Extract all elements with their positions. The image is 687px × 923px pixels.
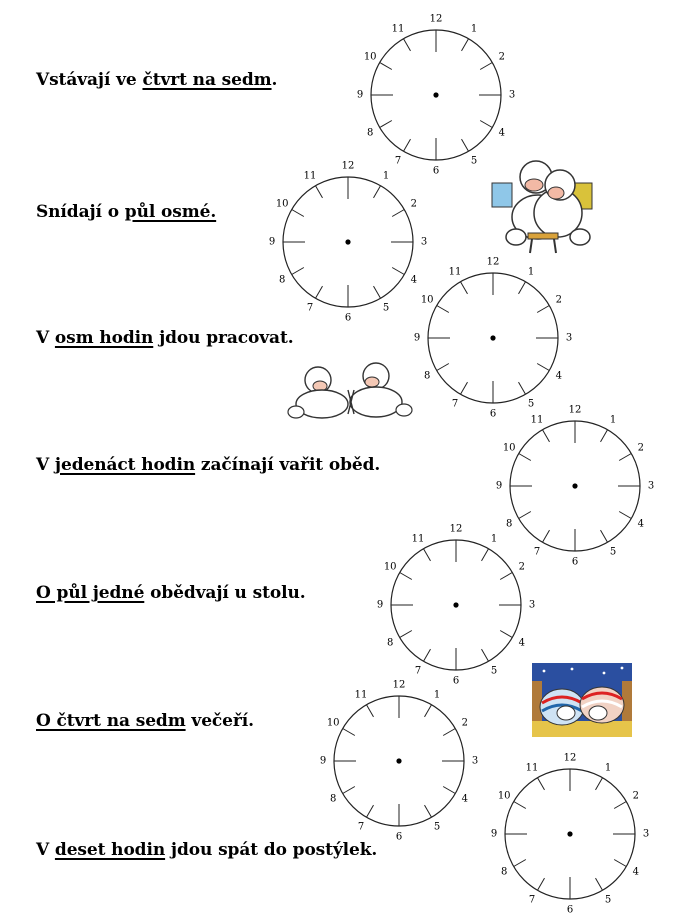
cartoon-sleeping-illustration	[532, 663, 632, 737]
clock-number: 7	[394, 155, 402, 167]
clock-number: 7	[451, 398, 459, 410]
clock-number: 5	[527, 398, 535, 410]
clock-7[interactable]	[481, 745, 659, 923]
clock-number: 9	[356, 89, 364, 101]
clock-number: 1	[470, 23, 478, 35]
clock-number: 10	[363, 51, 377, 63]
clock-number: 3	[647, 480, 655, 492]
sentence-2-before: Snídají o	[36, 202, 125, 222]
sentence-6-time: O čtvrt na sedm	[36, 711, 186, 731]
clock-center-dot	[396, 758, 401, 763]
clock-number: 12	[568, 404, 582, 416]
clock-number: 2	[461, 717, 469, 729]
clock-number: 12	[563, 752, 577, 764]
sentence-5-after: obědvají u stolu.	[144, 583, 306, 603]
clock-5[interactable]	[367, 516, 545, 694]
clock-number: 8	[423, 370, 431, 382]
clock-number: 7	[528, 894, 536, 906]
sentence-2-time: půl osmé.	[124, 202, 217, 222]
clock-center-dot	[453, 602, 458, 607]
cartoon-working-illustration	[284, 360, 416, 422]
clock-number: 11	[391, 23, 405, 35]
sentence-1-before: Vstávají ve	[36, 70, 143, 90]
clock-number: 11	[530, 414, 544, 426]
clock-number: 12	[392, 679, 406, 691]
clock-center-dot	[433, 92, 438, 97]
clock-number: 6	[566, 904, 574, 916]
clock-number: 1	[609, 414, 617, 426]
clock-number: 5	[609, 546, 617, 558]
sentence-5	[36, 583, 306, 603]
clock-number: 5	[470, 155, 478, 167]
clock-number: 8	[505, 518, 513, 530]
clock-number: 3	[420, 236, 428, 248]
clock-number: 9	[413, 332, 421, 344]
clock-number: 8	[366, 127, 374, 139]
sentence-6	[36, 711, 254, 731]
clock-number: 11	[303, 170, 317, 182]
clock-number: 3	[642, 828, 650, 840]
clock-number: 12	[341, 160, 355, 172]
clock-number: 8	[329, 793, 337, 805]
clock-number: 6	[395, 831, 403, 843]
clock-number: 5	[433, 821, 441, 833]
clock-number: 9	[495, 480, 503, 492]
clock-number: 4	[555, 370, 563, 382]
clock-number: 8	[386, 637, 394, 649]
sentence-4	[36, 455, 380, 475]
sentence-3	[36, 328, 294, 348]
clock-number: 6	[489, 408, 497, 420]
clock-number: 10	[383, 561, 397, 573]
clock-number: 3	[508, 89, 516, 101]
clock-number: 11	[448, 266, 462, 278]
sentence-4-before: V	[36, 455, 55, 475]
clock-number: 7	[533, 546, 541, 558]
clock-number: 10	[497, 790, 511, 802]
sentence-2	[36, 202, 216, 222]
clock-number: 5	[604, 894, 612, 906]
clock-number: 2	[555, 294, 563, 306]
clock-center-dot	[567, 831, 572, 836]
clock-number: 2	[518, 561, 526, 573]
clock-number: 7	[414, 665, 422, 677]
clock-number: 4	[518, 637, 526, 649]
clock-number: 6	[571, 556, 579, 568]
clock-number: 11	[354, 689, 368, 701]
sentence-3-time: osm hodin	[54, 328, 154, 348]
clock-number: 9	[490, 828, 498, 840]
clock-number: 2	[498, 51, 506, 63]
clock-number: 4	[637, 518, 645, 530]
clock-number: 1	[490, 533, 498, 545]
clock-number: 12	[486, 256, 500, 268]
clock-number: 7	[357, 821, 365, 833]
clock-number: 6	[452, 675, 460, 687]
sentence-7-after: jdou spát do postýlek.	[165, 840, 378, 860]
sentence-4-time: jedenáct hodin	[54, 455, 196, 475]
sentence-7-time: deset hodin	[54, 840, 166, 860]
clock-number: 9	[376, 599, 384, 611]
clock-6[interactable]	[310, 672, 488, 850]
clock-number: 1	[433, 689, 441, 701]
clock-number: 11	[411, 533, 425, 545]
clock-number: 4	[498, 127, 506, 139]
clock-number: 10	[275, 198, 289, 210]
clock-number: 10	[326, 717, 340, 729]
sentence-3-after: jdou pracovat.	[153, 328, 294, 348]
clock-number: 7	[306, 302, 314, 314]
sentence-1-time: čtvrt na sedm	[142, 70, 272, 90]
sentence-1-after: .	[271, 70, 278, 90]
cartoon-eating-illustration	[488, 155, 606, 255]
sentence-3-before: V	[36, 328, 55, 348]
clock-number: 2	[632, 790, 640, 802]
clock-number: 12	[429, 13, 443, 25]
clock-number: 5	[490, 665, 498, 677]
clock-number: 11	[525, 762, 539, 774]
clock-number: 8	[500, 866, 508, 878]
clock-center-dot	[345, 239, 350, 244]
clock-number: 1	[382, 170, 390, 182]
clock-number: 10	[420, 294, 434, 306]
clock-number: 4	[461, 793, 469, 805]
clock-number: 12	[449, 523, 463, 535]
clock-number: 10	[502, 442, 516, 454]
clock-number: 4	[410, 274, 418, 286]
clock-number: 3	[565, 332, 573, 344]
sentence-4-after: začínají vařit oběd.	[195, 455, 381, 475]
clock-number: 9	[319, 755, 327, 767]
clock-number: 1	[527, 266, 535, 278]
clock-number: 4	[632, 866, 640, 878]
clock-number: 1	[604, 762, 612, 774]
clock-number: 3	[471, 755, 479, 767]
clock-number: 2	[637, 442, 645, 454]
clock-number: 6	[344, 312, 352, 324]
clock-number: 5	[382, 302, 390, 314]
clock-number: 8	[278, 274, 286, 286]
clock-number: 6	[432, 165, 440, 177]
clock-number: 9	[268, 236, 276, 248]
sentence-5-time: O půl jedné	[36, 583, 145, 603]
clock-center-dot	[490, 335, 495, 340]
clock-number: 2	[410, 198, 418, 210]
clock-center-dot	[572, 483, 577, 488]
sentence-1	[36, 70, 277, 90]
sentence-7-before: V	[36, 840, 55, 860]
sentence-6-after: večeří.	[185, 711, 254, 731]
clock-number: 3	[528, 599, 536, 611]
